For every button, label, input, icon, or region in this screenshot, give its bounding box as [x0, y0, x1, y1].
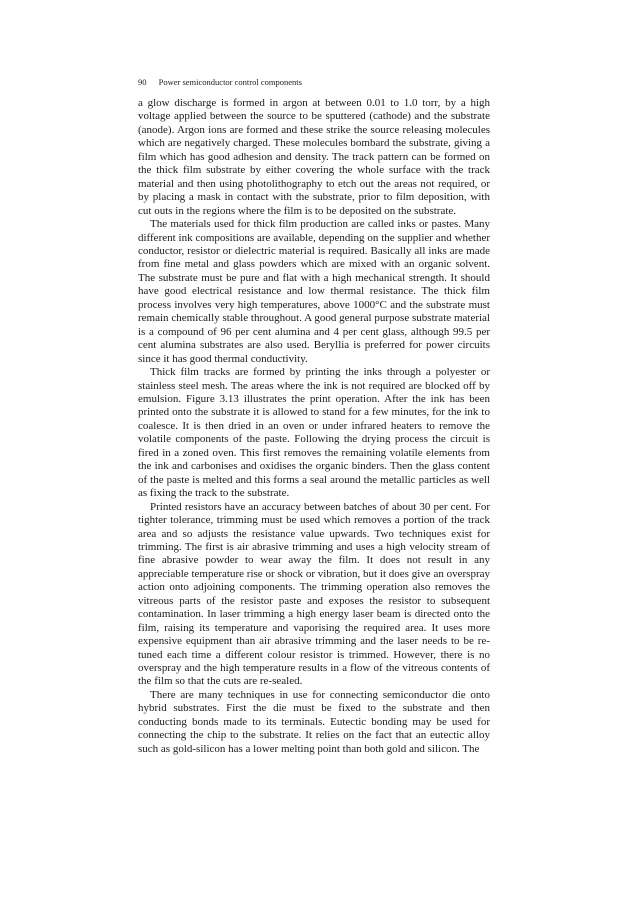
running-head — [138, 77, 302, 87]
paragraph-thick-film-tracks: Thick film tracks are formed by printing the inks through a polyester or stainless steel mesh. The areas where the ink is not required are blocked off by emulsion. Figure 3.13 illustrates the print operation. After the ink has been printed onto the substrate it is allowed to stand for a few minutes, for the ink to coalesce. It is then dried in an oven or under infrared heaters to remove the volatile components of the paste. Following the drying process the circuit is fired in a zoned oven. This first removes the remaining volatile elements from the ink and carbonises and oxidises the organic binders. Then the glass content of the paste is melted and this forms a seal around the metallic particles as well as fixing the track to the substrate. — [138, 366, 490, 500]
paragraph-printed-resistors: Printed resistors have an accuracy between batches of about 30 per cent. For tighter tolerance, trimming must be used which removes a portion of the track area and so adjusts the resistance value upwards. Two techniques exist for trimming. The first is air abrasive trimming and uses a high velocity stream of fine abrasive powder to wear away the film. It does not result in any appreciable temperature rise or shock or vibration, but it does give an overspray action onto adjoining components. The trimming operation also removes the vitreous parts of the resistor paste and exposes the resistor to subsequent contamination. In laser trimming a high energy laser beam is directed onto the film, raising its temperature and vaporising the required area. It uses more expensive equipment than air abrasive trimming and the laser needs to be re-tuned each time a different colour resistor is trimmed. However, there is no overspray and the high temperature results in a flow of the vitreous contents of the film so that the cuts are re-sealed. — [138, 500, 490, 688]
paragraph-die-connection: There are many techniques in use for connecting semiconductor die onto hybrid substrates. First the die must be fixed to the substrate and then conducting bonds made to its terminals. Eutectic bonding may be used for connecting the chip to the substrate. It relies on the fact that an eutectic alloy such as gold-silicon has a lower melting point than both gold and silicon. The — [138, 688, 490, 755]
page-number: 90 — [138, 77, 147, 87]
paragraph-continued: a glow discharge is formed in argon at between 0.01 to 1.0 torr, by a high voltage applied between the source to be sputtered (cathode) and the substrate (anode). Argon ions are formed and these strike the source releasing molecules which are negatively charged. These molecules bombard the substrate, giving a film which has good adhesion and density. The track pattern can be formed on the thick film substrate by either covering the whole surface with the track material and then using photolithography to etch out the areas not required, or by placing a mask in contact with the substrate, prior to film deposition, with cut outs in the regions where the film is to be deposited on the substrate. — [138, 97, 490, 217]
paragraph-thick-film-materials: The materials used for thick film production are called inks or pastes. Many different ink compositions are available, depending on the supplier and whether conductor, resistor or dielectric material is required. Basically all inks are made from fine metal and glass powders which are mixed with an organic solvent. The substrate must be pure and flat with a high mechanical strength. It should have good electrical resistance and low thermal resistance. The thick film process involves very high temperatures, above 1000°C and the substrate must remain chemically stable throughout. A good general purpose substrate material is a compound of 96 per cent alumina and 4 per cent glass, although 99.5 per cent alumina substrates are also used. Beryllia is preferred for power circuits since it has good thermal conductivity. — [138, 218, 490, 365]
running-title: Power semiconductor control components — [158, 77, 302, 87]
body-text — [138, 97, 490, 756]
